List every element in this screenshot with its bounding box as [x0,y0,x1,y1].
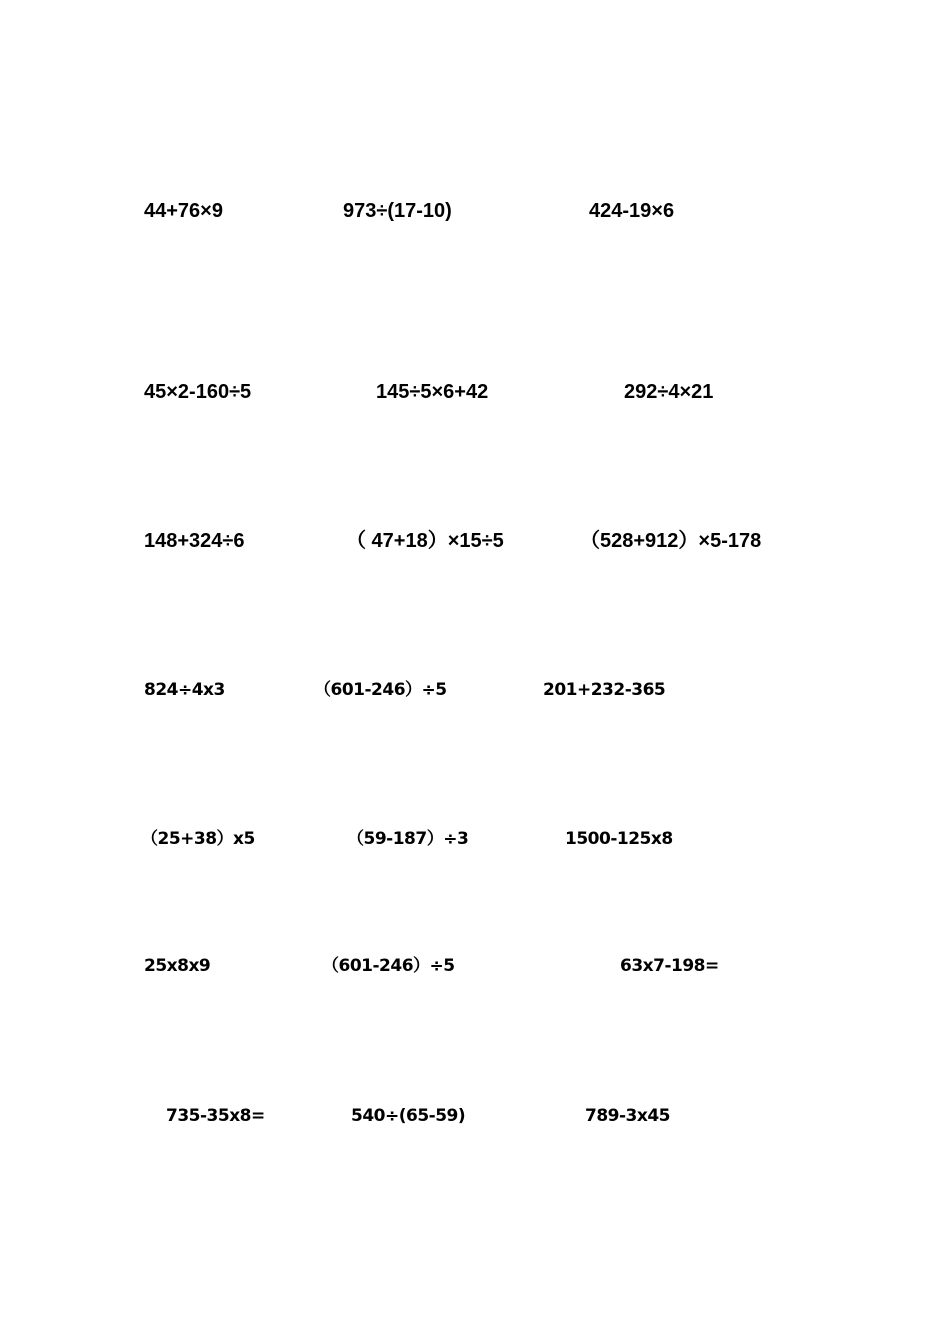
math-expression: 145÷5×6+42 [376,381,489,403]
math-expression: （528+912）×5-178 [580,530,762,552]
math-expression: （601-246）÷5 [322,956,455,976]
math-expression: 44+76×9 [144,200,223,222]
math-expression: 789-3x45 [585,1106,670,1126]
math-expression: 424-19×6 [589,200,675,222]
math-expression: （ 47+18）×15÷5 [346,530,504,552]
math-expression: （601-246）÷5 [314,680,447,700]
math-expression: 148+324÷6 [144,530,245,552]
math-expression: 292÷4×21 [624,381,714,403]
math-expression: 201+232-365 [543,680,666,700]
math-expression: 25x8x9 [144,956,211,976]
math-expression: （25+38）x5 [141,829,255,849]
math-expression: 45×2-160÷5 [144,381,252,403]
math-expression: 735-35x8= [166,1106,265,1126]
math-expression: （59-187）÷3 [347,829,469,849]
math-expression: 824÷4x3 [144,680,225,700]
math-expression: 540÷(65-59) [351,1106,466,1126]
math-expression: 1500-125x8 [565,829,673,849]
math-expression: 973÷(17-10) [343,200,452,222]
math-expression: 63x7-198= [620,956,719,976]
